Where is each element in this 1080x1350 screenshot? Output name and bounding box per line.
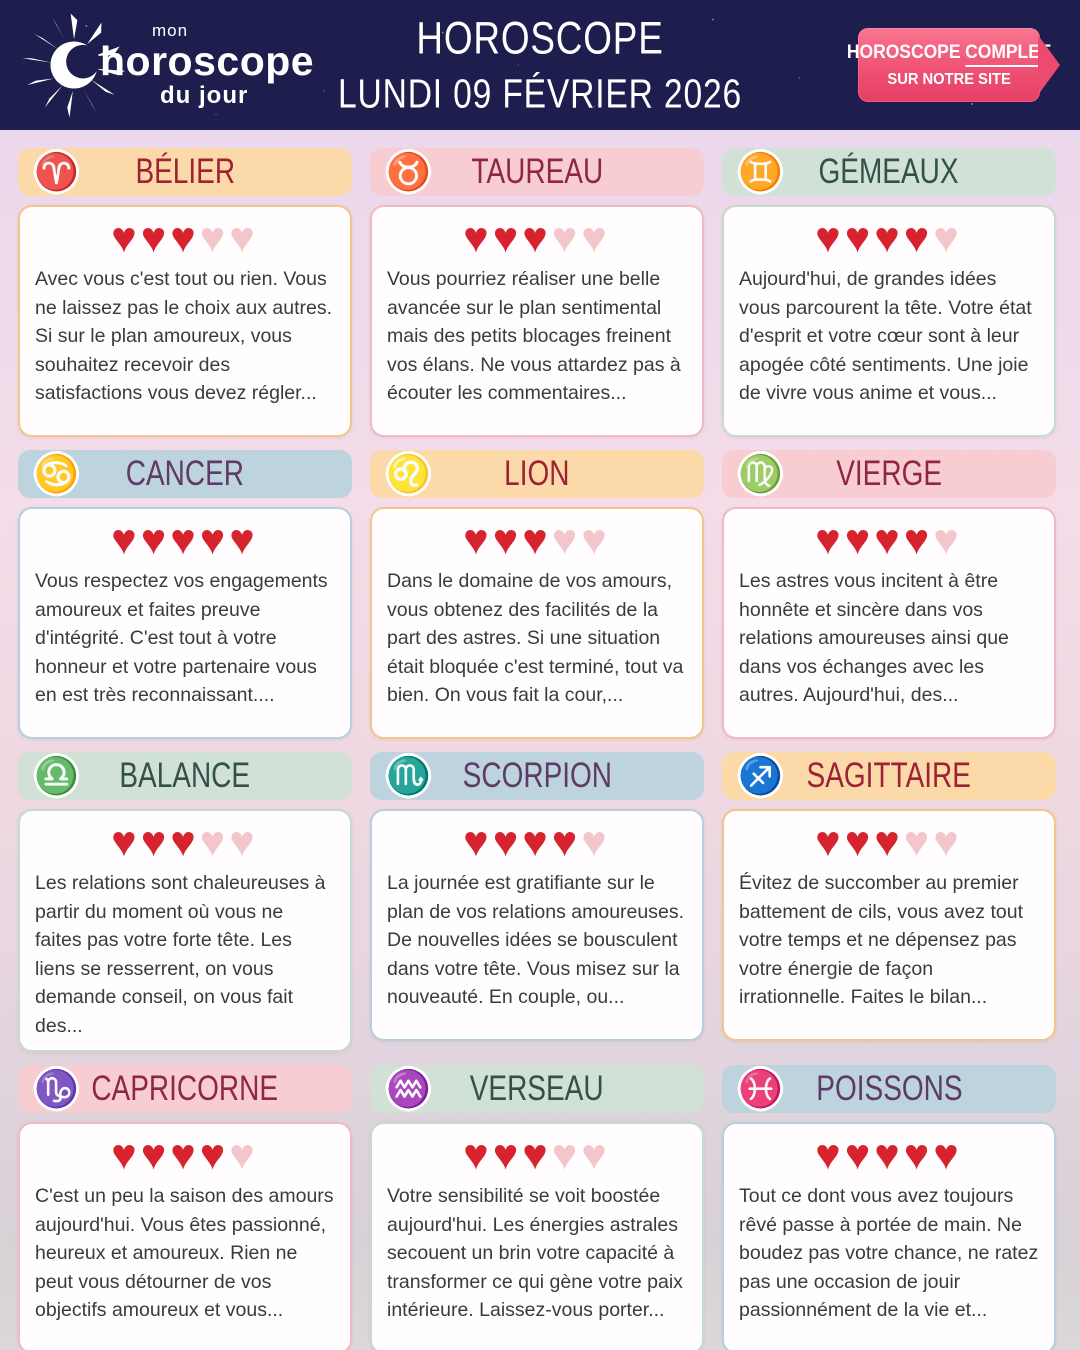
horoscope-card-vierge [722, 507, 1056, 739]
heart-icon: ♥ [844, 516, 875, 564]
balance-icon: ♎ [34, 755, 79, 796]
heart-icon: ♥ [140, 1131, 171, 1180]
heart-icon: ♥ [522, 516, 552, 564]
horoscope-card-capricorne [18, 1122, 352, 1350]
horoscope-card-poissons [722, 1122, 1056, 1350]
heart-icon: ♥ [522, 214, 552, 262]
heart-icon: ♥ [170, 516, 200, 564]
logo-text [100, 22, 314, 108]
sign-header-verseau[interactable] [370, 1065, 704, 1113]
logo-word-horoscope: horoscope [100, 38, 315, 84]
heart-icon: ♥ [815, 516, 845, 564]
sign-cell-poissons [722, 1065, 1056, 1350]
heart-icon: ♥ [581, 1131, 611, 1180]
sign-header-scorpion[interactable] [370, 752, 704, 800]
cta-line2: SUR NOTRE SITE [887, 70, 1011, 88]
horoscope-text-taureau: Vous pourriez réaliser une belle avancée sur le plan sentimental mais des petits blocages freinent vos élans. Ne vous attardez pas à écouter les commentaires... [387, 268, 681, 405]
heart-rating-scorpion [387, 819, 687, 866]
signs-grid [0, 130, 1080, 1350]
sign-name-lion: LION [504, 454, 570, 493]
heart-icon: ♥ [933, 818, 963, 866]
sign-name-scorpion: SCORPION [462, 756, 612, 795]
sign-cell-sagittaire [722, 752, 1056, 1052]
horoscope-text-balance: Les relations sont chaleureuses à partir du moment où vous ne faites pas votre forte tête. Les liens se resserrent, on vous demande conseil, on vous fait des... [35, 872, 326, 1037]
heart-rating-capricorne [35, 1132, 335, 1179]
sign-cell-cancer [18, 450, 352, 739]
heart-icon: ♥ [581, 818, 611, 866]
heart-icon: ♥ [815, 1131, 845, 1180]
heart-icon: ♥ [199, 1131, 230, 1180]
sign-name-balance: BALANCE [119, 756, 251, 795]
cta-word-horoscope: HOROSCOPE [847, 41, 961, 63]
lion-icon: ♌ [386, 453, 431, 494]
sign-cell-scorpion [370, 752, 704, 1052]
logo-word-dujour: du jour [160, 82, 249, 109]
heart-icon: ♥ [229, 516, 259, 564]
sign-cell-balance [18, 752, 352, 1052]
sign-cell-verseau [370, 1065, 704, 1350]
heart-rating-balance [35, 819, 335, 866]
heart-icon: ♥ [933, 516, 963, 564]
horoscope-text-poissons: Tout ce dont vous avez toujours rêvé passe à portée de main. Ne boudez pas votre chance, ne ratez pas une occasion de jouir passionnément de la vie et... [739, 1185, 1039, 1322]
heart-icon: ♥ [815, 214, 845, 262]
horoscope-card-sagittaire [722, 809, 1056, 1041]
sign-cell-gemeaux [722, 148, 1056, 437]
heart-icon: ♥ [492, 818, 523, 866]
heart-icon: ♥ [492, 214, 523, 262]
verseau-icon: ♒ [386, 1068, 431, 1110]
sign-header-lion[interactable] [370, 450, 704, 498]
horoscope-text-cancer: Vous respectez vos engagements amoureux et faites preuve d'intégrité. C'est tout à votre honneur et votre partenaire vous en est très reconnaissant.... [35, 570, 328, 707]
cta-line1 [847, 42, 1051, 67]
vierge-icon: ♍ [738, 453, 783, 494]
horoscope-text-sagittaire: Évitez de succomber au premier battement de cils, vous avez tout votre temps et ne dépensez pas votre énergie de façon irrationnelle. Faites le bilan... [739, 872, 1023, 1009]
horoscope-card-verseau [370, 1122, 704, 1350]
capricorne-icon: ♑ [34, 1068, 79, 1110]
horoscope-text-vierge: Les astres vous incitent à être honnête et sincère dans vos relations amoureuses ainsi que dans vos échanges avec les autres. Aujourd'hui, des... [739, 570, 1009, 707]
scorpion-icon: ♏ [386, 755, 431, 796]
heart-icon: ♥ [551, 818, 582, 866]
sign-name-belier: BÉLIER [135, 152, 235, 191]
horoscope-text-lion: Dans le domaine de vos amours, vous obtenez des facilités de la part des astres. Si une situation était bloquée c'est terminé, tout va bien. On vous fait la cour,... [387, 570, 684, 707]
horoscope-card-cancer [18, 507, 352, 739]
horoscope-card-lion [370, 507, 704, 739]
heart-rating-taureau [387, 215, 687, 262]
taureau-icon: ♉ [386, 151, 431, 192]
heart-icon: ♥ [170, 818, 200, 866]
sign-header-balance[interactable] [18, 752, 352, 800]
heart-icon: ♥ [229, 818, 259, 866]
horoscope-text-gemeaux: Aujourd'hui, de grandes idées vous parcourent la tête. Votre état d'esprit et votre cœur sont à leur apogée côté sentiments. Une joie de vivre vous anime et vous... [739, 268, 1032, 405]
top-banner [0, 0, 1080, 130]
heart-icon: ♥ [463, 818, 493, 866]
horoscope-text-belier: Avec vous c'est tout ou rien. Vous ne laissez pas le choix aux autres. Si sur le plan amoureux, vous souhaitez recevoir des satisfactions vous devez régler... [35, 268, 332, 405]
heart-rating-cancer [35, 517, 335, 564]
heart-icon: ♥ [551, 214, 582, 262]
heart-icon: ♥ [111, 516, 141, 564]
heart-icon: ♥ [933, 1131, 963, 1180]
sign-name-sagittaire: SAGITTAIRE [806, 756, 972, 795]
horoscope-text-scorpion: La journée est gratifiante sur le plan de vos relations amoureuses. De nouvelles idées se bousculent dans votre tête. Vous misez sur la nouveauté. En couple, ou... [387, 872, 685, 1009]
poissons-icon: ♓ [738, 1068, 783, 1110]
sign-cell-vierge [722, 450, 1056, 739]
heart-icon: ♥ [844, 818, 875, 866]
heart-icon: ♥ [933, 214, 963, 262]
heart-icon: ♥ [463, 214, 493, 262]
horoscope-card-taureau [370, 205, 704, 437]
heart-icon: ♥ [199, 516, 230, 564]
heart-icon: ♥ [199, 818, 230, 866]
sagittaire-icon: ♐ [738, 755, 783, 796]
gemeaux-icon: ♊ [738, 151, 783, 192]
heart-icon: ♥ [522, 1131, 552, 1180]
heart-rating-sagittaire [739, 819, 1039, 866]
heart-icon: ♥ [903, 818, 934, 866]
heart-icon: ♥ [551, 516, 582, 564]
heart-icon: ♥ [170, 1131, 200, 1180]
sign-header-cancer[interactable] [18, 450, 352, 498]
belier-icon: ♈ [34, 151, 79, 192]
horoscope-card-balance [18, 809, 352, 1052]
sign-header-capricorne[interactable] [18, 1065, 352, 1113]
heart-icon: ♥ [111, 214, 141, 262]
heart-icon: ♥ [140, 214, 171, 262]
heart-icon: ♥ [111, 1131, 141, 1180]
sign-header-taureau[interactable] [370, 148, 704, 196]
horoscope-card-gemeaux [722, 205, 1056, 437]
full-horoscope-button[interactable] [847, 28, 1051, 102]
heart-icon: ♥ [170, 214, 200, 262]
heart-rating-poissons [739, 1132, 1039, 1179]
heart-icon: ♥ [199, 214, 230, 262]
sign-cell-taureau [370, 148, 704, 437]
heart-icon: ♥ [463, 516, 493, 564]
heart-icon: ♥ [492, 516, 523, 564]
sign-header-poissons[interactable] [722, 1065, 1056, 1113]
heart-icon: ♥ [874, 1131, 904, 1180]
sign-name-verseau: VERSEAU [470, 1069, 604, 1109]
heart-icon: ♥ [551, 1131, 582, 1180]
sign-name-gemeaux: GÉMEAUX [818, 152, 960, 191]
sign-cell-capricorne [18, 1065, 352, 1350]
heart-icon: ♥ [522, 818, 552, 866]
heart-icon: ♥ [874, 818, 904, 866]
sign-header-belier[interactable] [18, 148, 352, 196]
sign-name-taureau: TAUREAU [471, 152, 603, 191]
cancer-icon: ♋ [34, 453, 79, 494]
title-line2-date: LUNDI 09 FÉVRIER 2026 [337, 70, 743, 117]
sign-name-cancer: CANCER [125, 454, 245, 493]
sign-cell-lion [370, 450, 704, 739]
heart-rating-gemeaux [739, 215, 1039, 262]
heart-icon: ♥ [581, 516, 611, 564]
heart-rating-belier [35, 215, 335, 262]
horoscope-card-belier [18, 205, 352, 437]
heart-icon: ♥ [903, 516, 934, 564]
heart-icon: ♥ [140, 818, 171, 866]
heart-rating-vierge [739, 517, 1039, 564]
heart-icon: ♥ [874, 214, 904, 262]
cta-word-complet: COMPLET [965, 42, 1050, 67]
page-title [294, 13, 787, 118]
heart-icon: ♥ [229, 214, 259, 262]
logo-word-mon: mon [152, 21, 189, 40]
sign-cell-belier [18, 148, 352, 437]
title-line1: HOROSCOPE [416, 12, 664, 64]
sign-header-gemeaux[interactable] [722, 148, 1056, 196]
heart-rating-lion [387, 517, 687, 564]
horoscope-text-capricorne: C'est un peu la saison des amours aujourd'hui. Vous êtes passionné, heureux et amoureux. Rien ne peut vous détourner de vos objectifs amoureux et vous... [35, 1185, 334, 1322]
heart-icon: ♥ [903, 1131, 934, 1180]
heart-icon: ♥ [581, 214, 611, 262]
heart-icon: ♥ [903, 214, 934, 262]
horoscope-card-scorpion [370, 809, 704, 1041]
heart-rating-verseau [387, 1132, 687, 1179]
heart-icon: ♥ [844, 214, 875, 262]
heart-icon: ♥ [492, 1131, 523, 1180]
heart-icon: ♥ [874, 516, 904, 564]
heart-icon: ♥ [229, 1131, 259, 1180]
heart-icon: ♥ [844, 1131, 875, 1180]
heart-icon: ♥ [140, 516, 171, 564]
sign-name-capricorne: CAPRICORNE [91, 1069, 279, 1109]
heart-icon: ♥ [815, 818, 845, 866]
sign-name-poissons: POISSONS [815, 1069, 963, 1109]
sign-name-vierge: VIERGE [836, 454, 942, 493]
sign-header-vierge[interactable] [722, 450, 1056, 498]
horoscope-text-verseau: Votre sensibilité se voit boostée aujourd'hui. Les énergies astrales secouent un brin votre capacité à transformer ce qui gène votre paix intérieure. Laissez-vous porter... [387, 1185, 683, 1322]
sign-header-sagittaire[interactable] [722, 752, 1056, 800]
heart-icon: ♥ [463, 1131, 493, 1180]
heart-icon: ♥ [111, 818, 141, 866]
